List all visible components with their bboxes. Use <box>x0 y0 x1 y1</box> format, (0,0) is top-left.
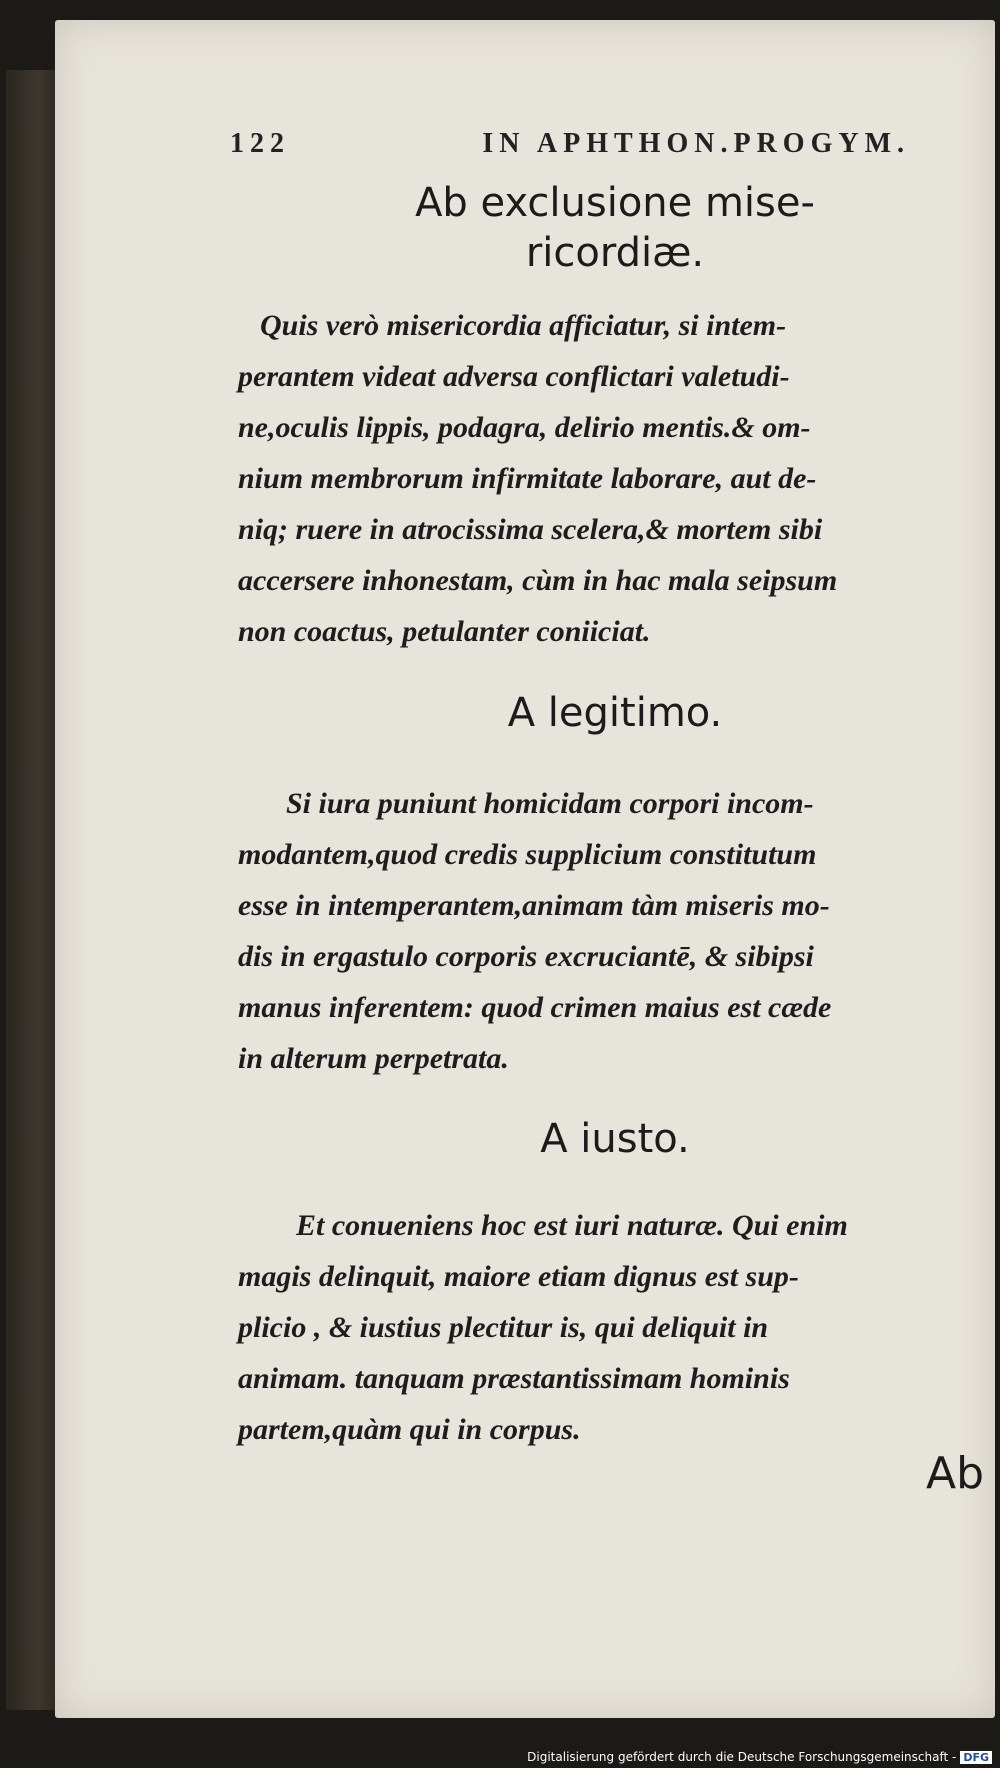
section-body <box>238 300 978 657</box>
text-line: partem,quàm qui in corpus. <box>238 1413 581 1446</box>
text-line: in alterum perpetrata. <box>238 1042 509 1075</box>
text-line: Et conueniens hoc est iuri naturæ. Qui enim <box>296 1209 848 1242</box>
heading-line: A iusto. <box>540 1116 690 1162</box>
section-body <box>238 778 978 1084</box>
running-header <box>230 128 910 160</box>
text-line: accersere inhonestam, cùm in hac mala seipsum <box>238 564 838 597</box>
adjacent-page-edge <box>6 70 60 1710</box>
heading-line: ricordiæ. <box>525 230 705 276</box>
section-heading <box>225 1114 1000 1164</box>
heading-line: A legitimo. <box>507 690 723 736</box>
credit-text: Digitalisierung gefördert durch die Deutsche Forschungsgemeinschaft - <box>527 1750 957 1764</box>
dfg-logo-icon: DFG <box>960 1751 992 1764</box>
text-line: non coactus, petulanter coniiciat. <box>238 615 651 648</box>
text-line: magis delinquit, maiore etiam dignus est sup- <box>238 1260 799 1293</box>
text-line: perantem videat adversa conflictari valetudi- <box>238 360 790 393</box>
text-line: modantem,quod credis supplicium constitutum <box>238 838 817 871</box>
text-line: niq; ruere in atrocissima scelera,& mortem sibi <box>238 513 823 546</box>
section-heading <box>225 688 1000 738</box>
text-line: animam. tanquam præstantissimam hominis <box>238 1362 790 1395</box>
text-line: plicio , & iustius plectitur is, qui deliquit in <box>238 1311 769 1344</box>
catchword: Ab <box>925 1448 984 1499</box>
text-line: Quis verò misericordia afficiatur, si intem- <box>260 309 787 342</box>
section-heading <box>225 178 1000 278</box>
text-line: manus inferentem: quod crimen maius est cæde <box>238 991 832 1024</box>
running-head: IN APHTHON.PROGYM. <box>482 128 910 159</box>
text-line: Si iura puniunt homicidam corpori incom- <box>286 787 814 820</box>
text-line: esse in intemperantem,animam tàm miseris mo- <box>238 889 830 922</box>
page-number: 122 <box>230 128 290 159</box>
text-line: ne,oculis lippis, podagra, delirio mentis.& om- <box>238 411 811 444</box>
section-body <box>238 1200 978 1455</box>
text-line: nium membrorum infirmitate laborare, aut de- <box>238 462 817 495</box>
heading-line: Ab exclusione mise- <box>415 180 815 226</box>
digitization-credit <box>527 1750 992 1764</box>
text-line: dis in ergastulo corporis excruciantē, & sibipsi <box>238 940 814 973</box>
